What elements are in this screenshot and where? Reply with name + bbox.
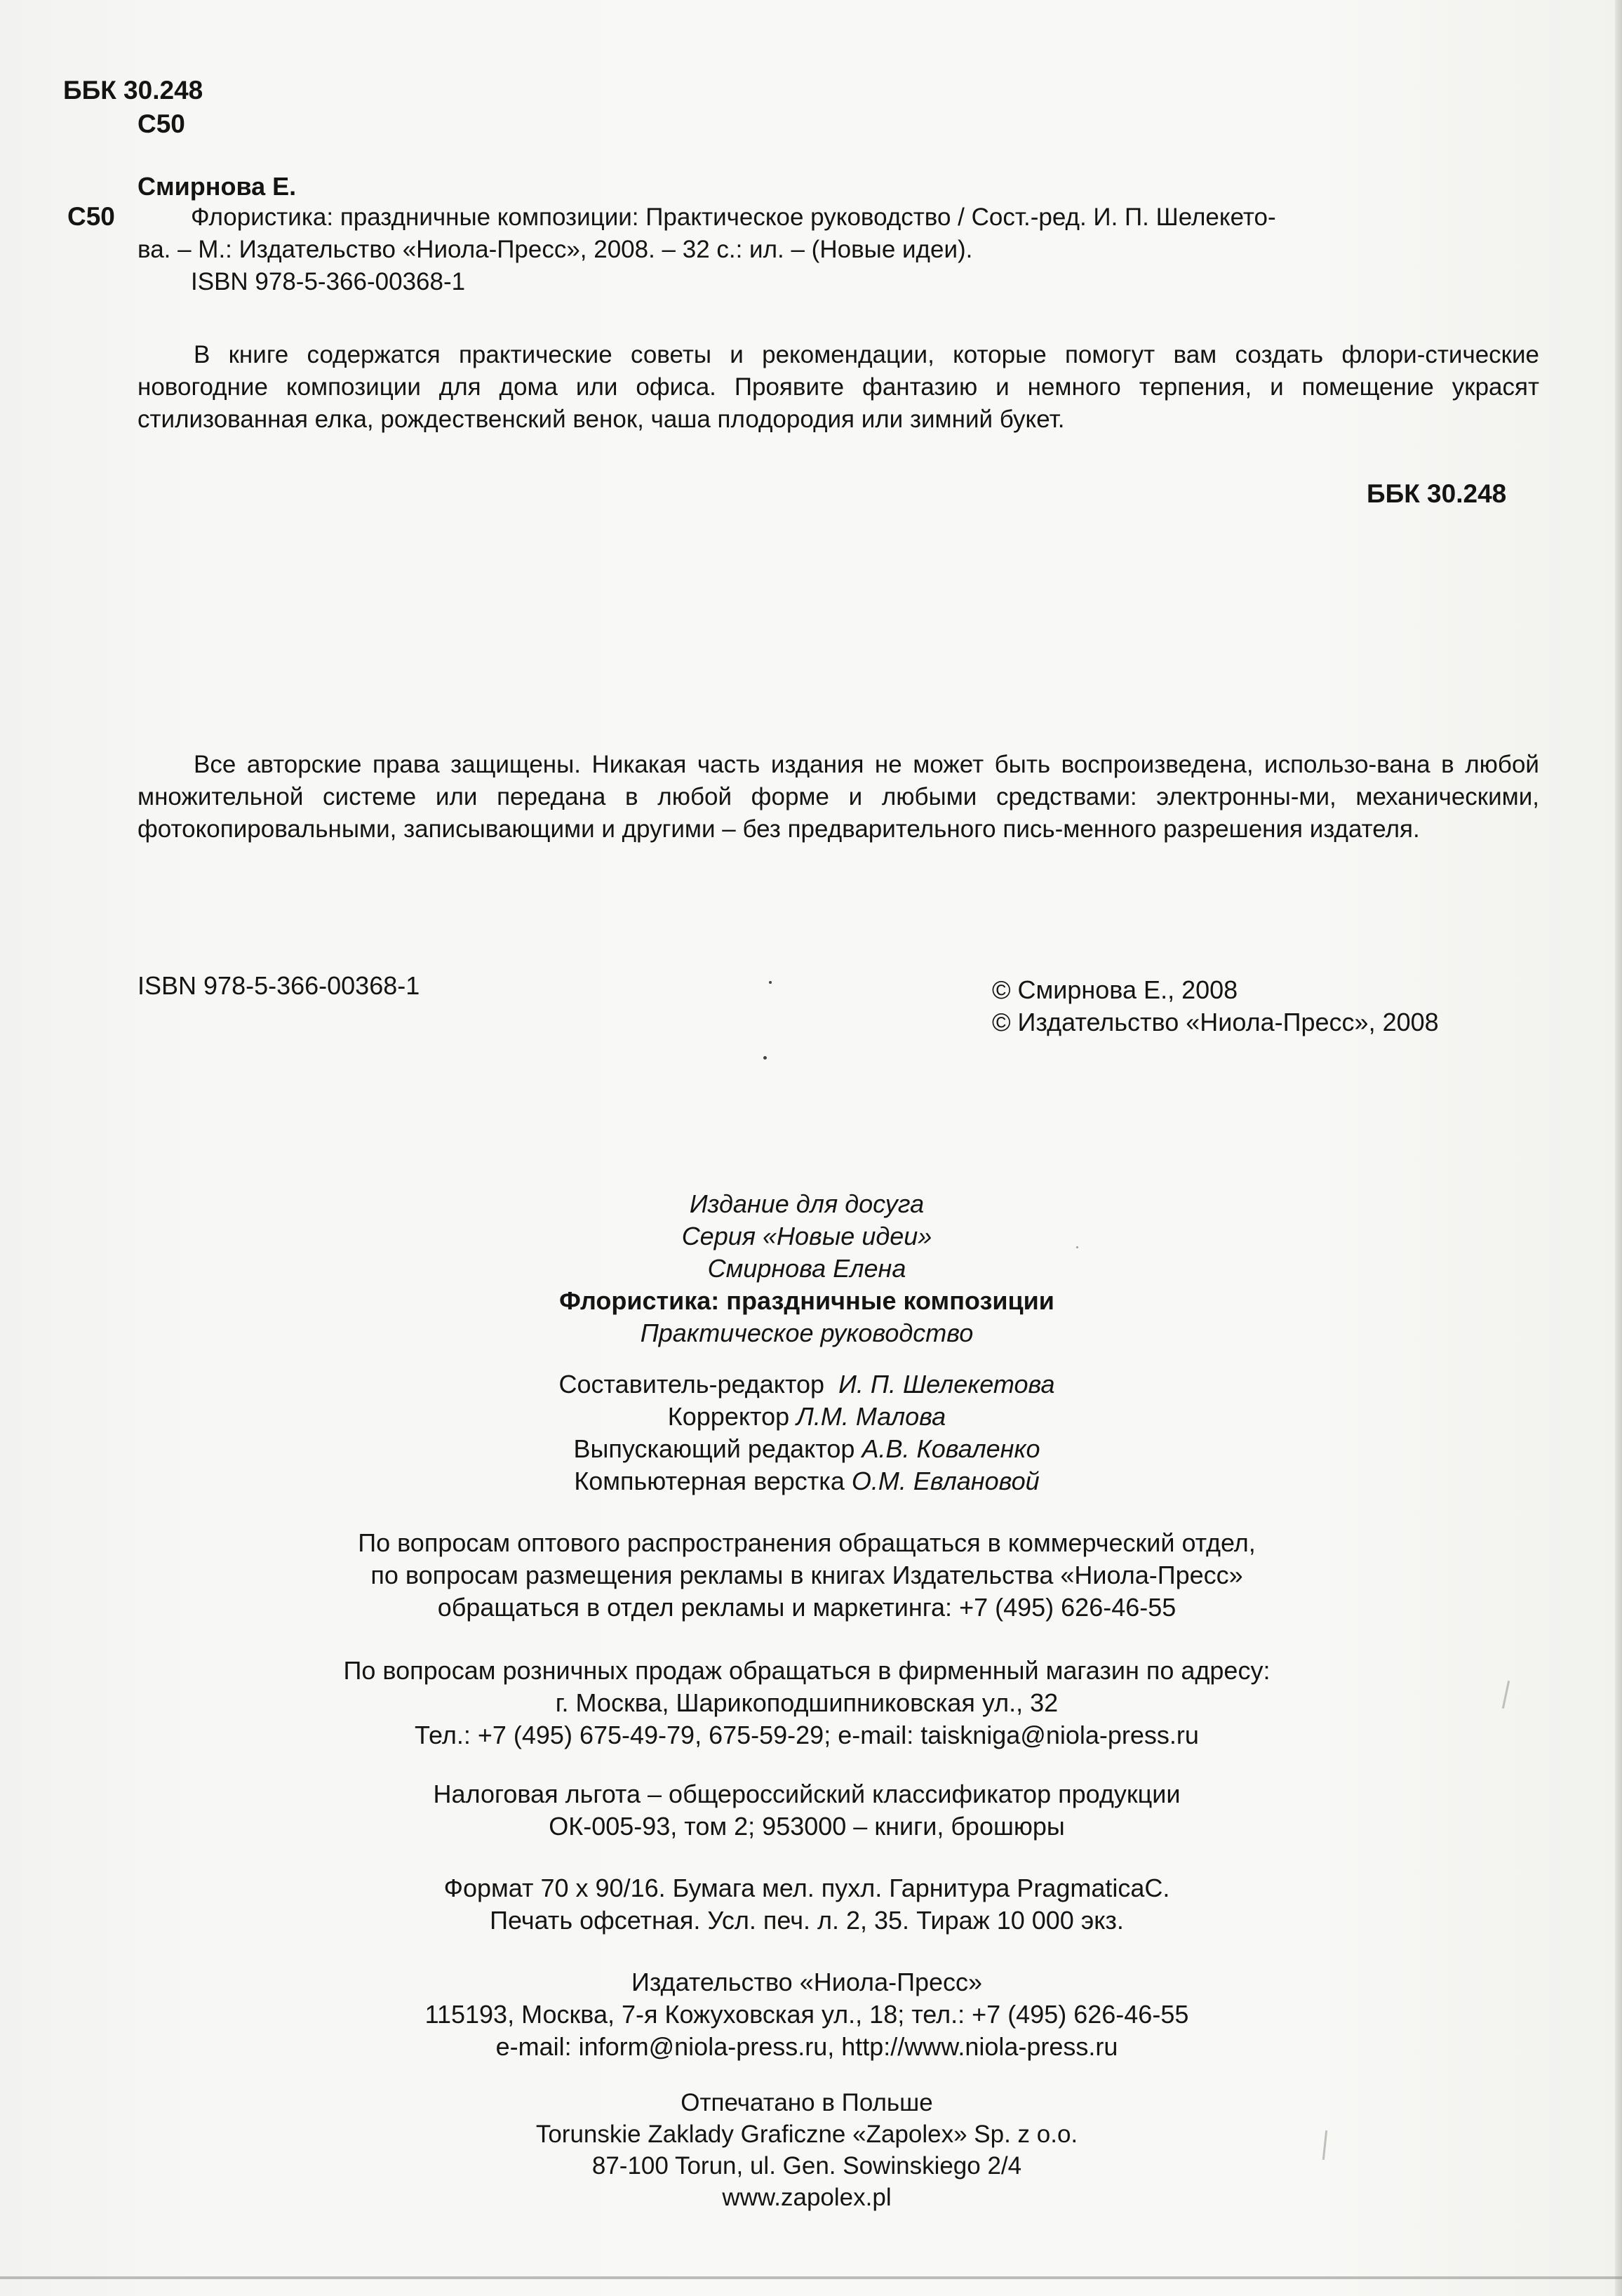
copyright-author: © Смирнова Е., 2008: [992, 975, 1238, 1004]
copyright-isbn: ISBN 978-5-366-00368-1: [138, 971, 420, 1000]
wholesale-line: По вопросам оптового распространения обращаться в коммерческий отдел,: [358, 1528, 1256, 1557]
credit-name: О.М. Евлановой: [851, 1467, 1040, 1495]
credit-name: А.В. Коваленко: [862, 1434, 1040, 1463]
publisher-line: Издательство «Ниола-Пресс»: [631, 1968, 983, 1996]
scan-speck: [1076, 1246, 1078, 1248]
format-line: Формат 70 x 90/16. Бумага мел. пухл. Гарнитура PragmaticaC.: [443, 1874, 1170, 1902]
imprint-series: Серия «Новые идеи»: [681, 1222, 932, 1250]
imprint-edition: Издание для досуга: [689, 1189, 925, 1218]
header-author: Смирнова Е.: [138, 172, 297, 201]
bibliography-line-2: ва. – М.: Издательство «Ниола-Пресс», 2008. – 32 с.: ил. – (Новые идеи).: [138, 236, 973, 263]
bibliography-line-1: Флористика: праздничные композиции: Практическое руководство / Сост.-ред. И. П. Шелекето-: [191, 203, 1276, 231]
page-edge-shadow: [1615, 0, 1622, 2296]
scan-speck: [763, 1056, 767, 1060]
format-line: Печать офсетная. Усл. печ. л. 2, 35. Тираж 10 000 экз.: [490, 1906, 1124, 1935]
annotation-bbk: ББК 30.248: [1367, 479, 1507, 508]
credit-proofreader: [210, 1401, 1403, 1433]
credit-name: Л.М. Малова: [796, 1402, 946, 1431]
imprint-title-block: [210, 1188, 1403, 1349]
credit-name: И. П. Шелекетова: [838, 1370, 1055, 1399]
publisher-line: 115193, Москва, 7-я Кожуховская ул., 18; тел.: +7 (495) 626-46-55: [424, 2000, 1189, 2029]
credit-editor: [210, 1433, 1403, 1465]
format-info: [210, 1872, 1403, 1937]
publisher-line: e-mail: inform@niola-press.ru, http://www.niola-press.ru: [495, 2032, 1118, 2061]
bibliography-isbn: ISBN 978-5-366-00368-1: [191, 268, 466, 295]
imprint-author: Смирнова Елена: [707, 1254, 906, 1283]
tax-line: Налоговая льгота – общероссийский классификатор продукции: [433, 1780, 1181, 1808]
retail-line: По вопросам розничных продаж обращаться в фирменный магазин по адресу:: [343, 1656, 1271, 1685]
retail-line: г. Москва, Шарикоподшипниковская ул., 32: [555, 1688, 1059, 1717]
credit-layout: [210, 1465, 1403, 1497]
bibliography-code: С50: [67, 202, 115, 231]
copyright-publisher: © Издательство «Ниола-Пресс», 2008: [992, 1008, 1439, 1036]
credit-role: Выпускающий редактор: [573, 1434, 855, 1463]
wholesale-line: обращаться в отдел рекламы и маркетинга: +7 (495) 626-46-55: [437, 1593, 1177, 1622]
retail-info: [210, 1655, 1403, 1751]
page-bottom-edge: [0, 2276, 1622, 2279]
rights-text: Все авторские права защищены. Никакая часть издания не может быть воспроизведена, использо-вана в любой множительной системе или передана в любой форме и любыми средствами: электронны-ми, механическими, фотокопировальными, записывающими и другими – без предварительного пись-менного разрешения издателя.: [138, 751, 1539, 843]
printer-line: www.zapolex.pl: [722, 2184, 892, 2211]
header-bbk: ББК 30.248: [63, 76, 203, 105]
imprint-subtitle: Практическое руководство: [640, 1319, 974, 1347]
credit-role: Составитель-редактор: [558, 1370, 825, 1399]
retail-line: Тел.: +7 (495) 675-49-79, 675-59-29; e-mail: taisknigа@niola-press.ru: [415, 1721, 1199, 1749]
printer-line: Torunskie Zaklady Graficzne «Zapolex» Sp. z o.o.: [535, 2121, 1078, 2148]
printer-info: [210, 2087, 1403, 2213]
scan-speck: [769, 981, 772, 984]
imprint-credits: [210, 1368, 1403, 1497]
rights-paragraph: [138, 749, 1539, 846]
printer-line: 87-100 Torun, ul. Gen. Sowinskiego 2/4: [591, 2152, 1022, 2180]
credit-role: Корректор: [667, 1402, 790, 1431]
annotation-text: В книге содержатся практические советы и рекомендации, которые помогут вам создать флори-стические новогодние композиции для дома или офиса. Проявите фантазию и немного терпения, и помещение украсят стилизованная елка, рождественский венок, чаша плодородия или зимний букет.: [138, 341, 1539, 433]
wholesale-line: по вопросам размещения рекламы в книгах Издательства «Ниола-Пресс»: [370, 1561, 1243, 1589]
credit-compiler: [210, 1368, 1403, 1401]
printer-line: Отпечатано в Польше: [681, 2089, 933, 2116]
annotation-paragraph: [138, 339, 1539, 436]
header-code: С50: [138, 109, 185, 138]
publisher-info: [210, 1966, 1403, 2063]
tax-info: [210, 1778, 1403, 1843]
wholesale-info: [210, 1527, 1403, 1624]
tax-line: ОК-005-93, том 2; 953000 – книги, брошюры: [549, 1812, 1065, 1841]
credit-role: Компьютерная верстка: [574, 1467, 845, 1495]
imprint-title: Флористика: праздничные композиции: [559, 1286, 1054, 1315]
